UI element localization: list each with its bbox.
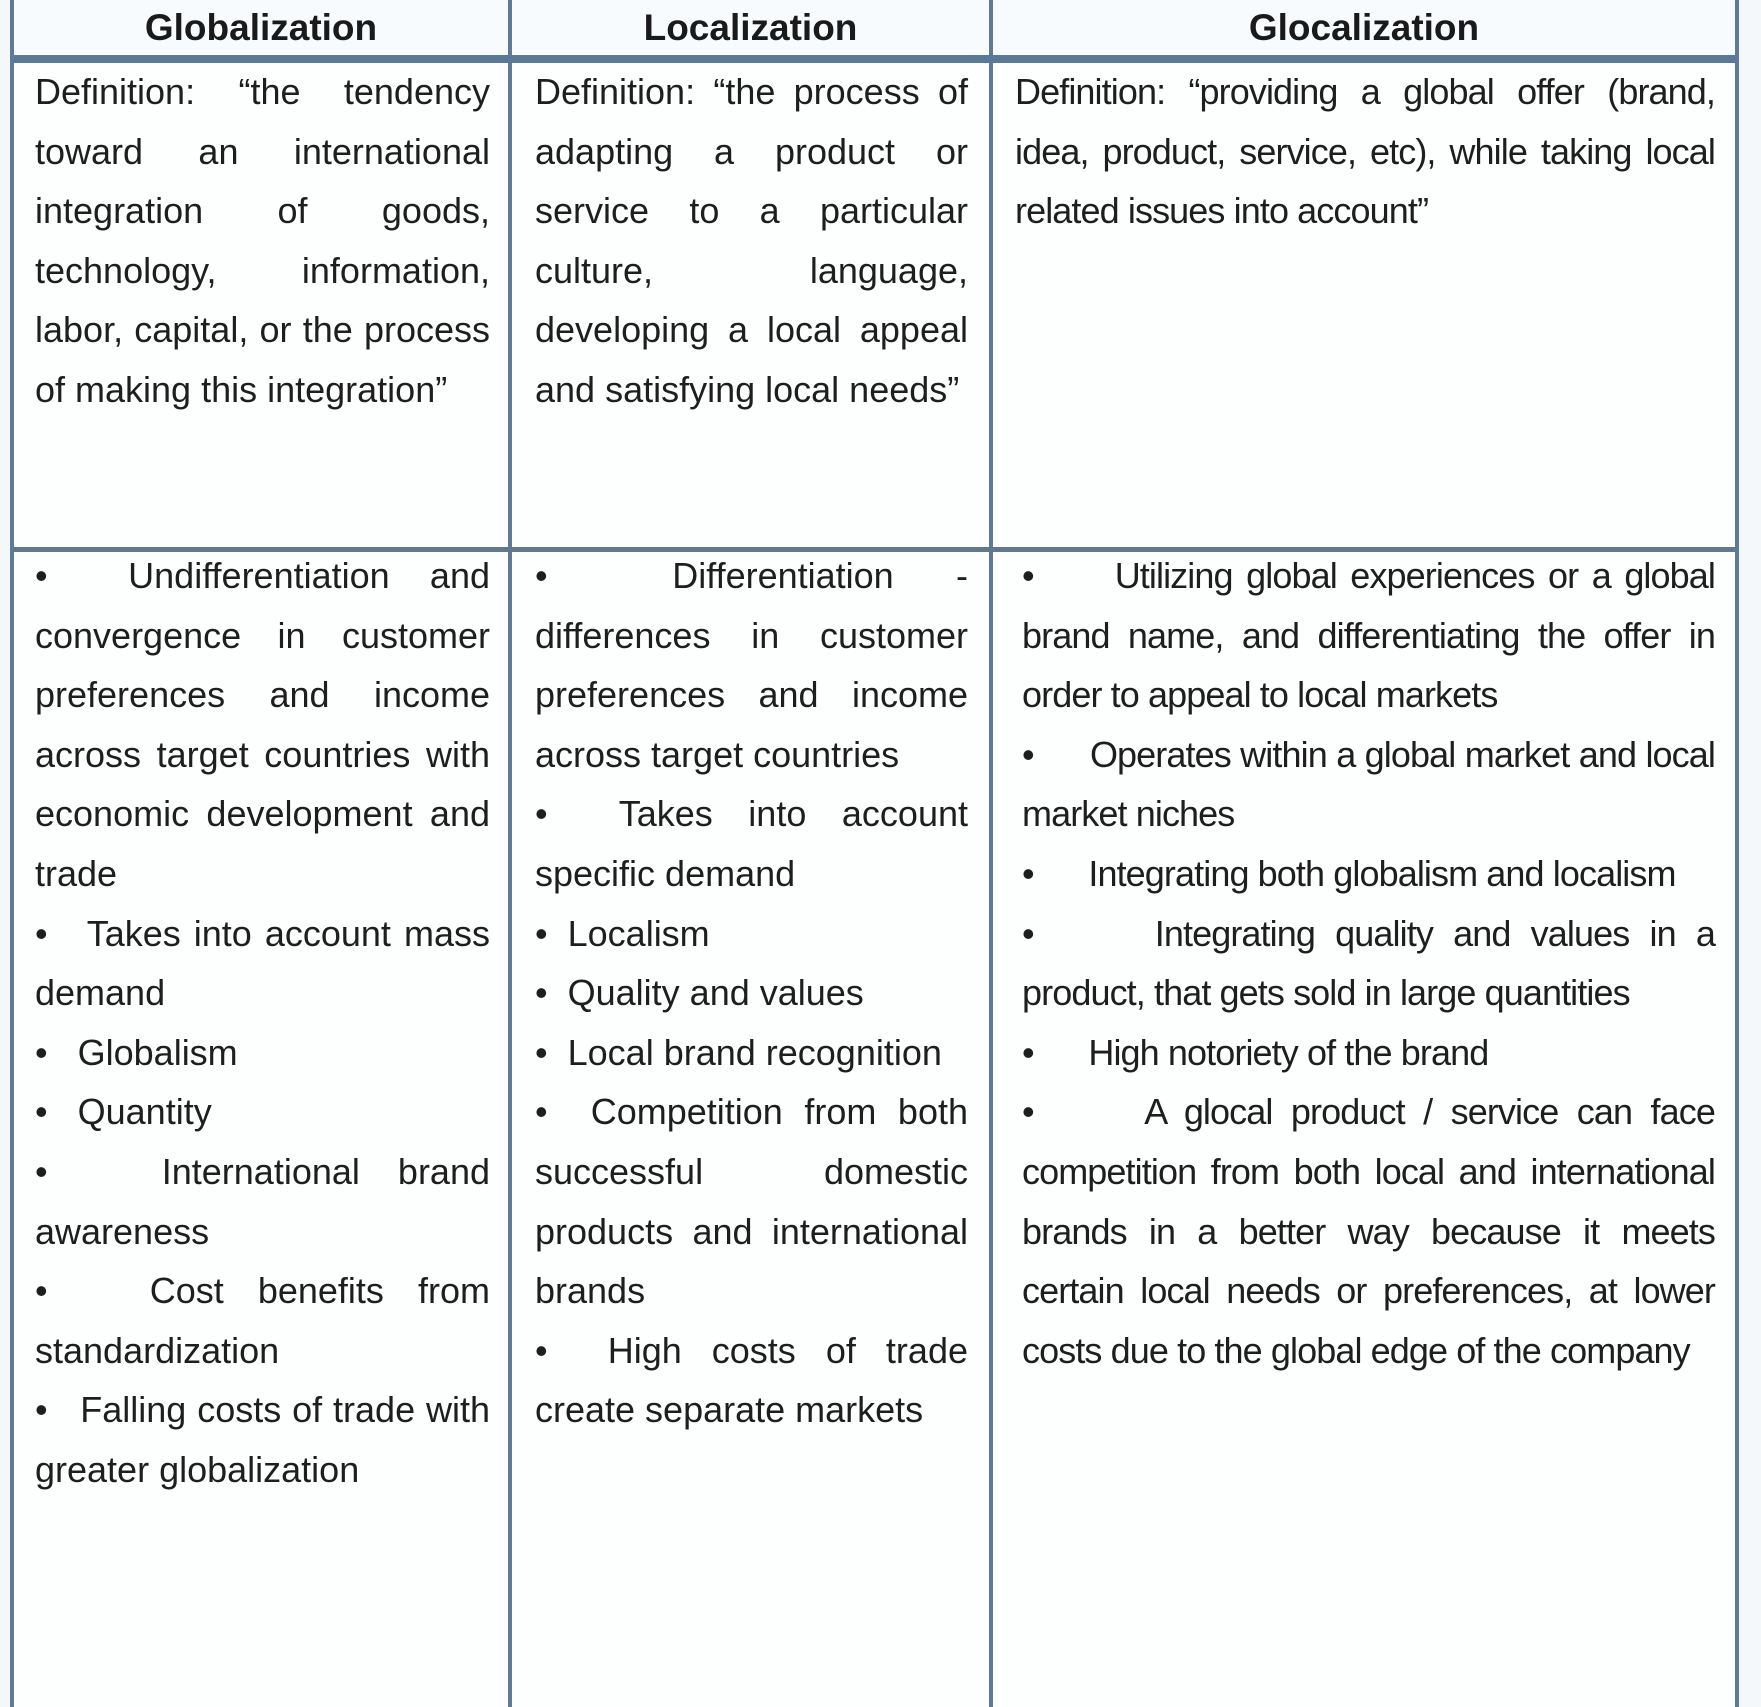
characteristics-cell-glocalization xyxy=(1022,546,1715,1380)
bullet-icon: • xyxy=(535,1091,548,1133)
list-item: • Competition from both successful domestic products and international brands xyxy=(535,1082,968,1320)
bullet-icon: • xyxy=(1022,555,1034,596)
bullet-icon: • xyxy=(35,912,48,954)
list-item: • Operates within a global market and local market niches xyxy=(1022,725,1715,844)
list-item: • Undifferentiation and convergence in customer preferences and income across target countries with economic development and trade xyxy=(35,546,490,904)
bullet-icon: • xyxy=(35,555,48,596)
definition-text: Definition: “the tendency toward an international integration of goods, technology, information, labor, capital, or the process of making this integration” xyxy=(35,71,490,410)
list-item: • A glocal product / service can face competition from both local and international brands in a better way because it meets certain local needs or preferences, at lower costs due to the global edge of the company xyxy=(1022,1082,1715,1380)
column-divider xyxy=(508,0,512,1707)
list-item: • Integrating quality and values in a product, that gets sold in large quantities xyxy=(1022,904,1715,1023)
definition-cell-glocalization xyxy=(1015,62,1715,241)
comparison-table xyxy=(10,0,1739,1707)
list-item: • Quantity xyxy=(35,1082,490,1142)
list-item: • Quality and values xyxy=(535,963,968,1023)
definition-text: Definition: “the process of adapting a product or service to a particular culture, language, developing a local appeal and satisfying local needs” xyxy=(535,71,968,410)
list-item: • Globalism xyxy=(35,1023,490,1083)
list-item: • Falling costs of trade with greater globalization xyxy=(35,1380,490,1499)
bullet-icon: • xyxy=(535,793,548,835)
bullet-icon: • xyxy=(35,1091,48,1133)
characteristics-cell-globalization xyxy=(35,546,490,1500)
list-item: • Localism xyxy=(535,904,968,964)
list-item: • International brand awareness xyxy=(35,1142,490,1261)
bullet-icon: • xyxy=(1022,1091,1034,1133)
bullet-icon: • xyxy=(35,1270,48,1312)
bullet-icon: • xyxy=(535,1031,548,1073)
bullet-icon: • xyxy=(35,1389,48,1431)
bullet-icon: • xyxy=(1022,1031,1034,1073)
list-item: • Takes into account mass demand xyxy=(35,904,490,1023)
header-globalization: Globalization xyxy=(14,0,508,55)
characteristics-cell-localization xyxy=(535,546,968,1440)
bullet-icon: • xyxy=(535,972,548,1014)
list-item: • Differentiation - differences in customer preferences and income across target countries xyxy=(535,546,968,784)
list-item: • High notoriety of the brand xyxy=(1022,1023,1715,1083)
definition-cell-localization xyxy=(535,62,968,420)
bullet-icon: • xyxy=(1022,912,1034,954)
list-item: • Takes into account specific demand xyxy=(535,784,968,903)
list-item: • Cost benefits from standardization xyxy=(35,1261,490,1380)
list-item: • Integrating both globalism and localism xyxy=(1022,844,1715,904)
definition-text: Definition: “providing a global offer (brand, idea, product, service, etc), while taking local related issues into account” xyxy=(1015,71,1715,232)
list-item: • Utilizing global experiences or a global brand name, and differentiating the offer in order to appeal to local markets xyxy=(1022,546,1715,725)
bullet-icon: • xyxy=(535,912,548,954)
definition-cell-globalization xyxy=(35,62,490,420)
bullet-icon: • xyxy=(1022,733,1034,775)
bullet-icon: • xyxy=(35,1031,48,1073)
header-glocalization: Glocalization xyxy=(993,0,1735,55)
bullet-icon: • xyxy=(35,1150,48,1192)
list-item: • Local brand recognition xyxy=(535,1023,968,1083)
column-divider xyxy=(989,0,993,1707)
bullet-icon: • xyxy=(535,1329,548,1371)
bullet-icon: • xyxy=(535,555,548,596)
bullet-icon: • xyxy=(1022,852,1034,894)
list-item: • High costs of trade create separate markets xyxy=(535,1321,968,1440)
header-localization: Localization xyxy=(512,0,989,55)
